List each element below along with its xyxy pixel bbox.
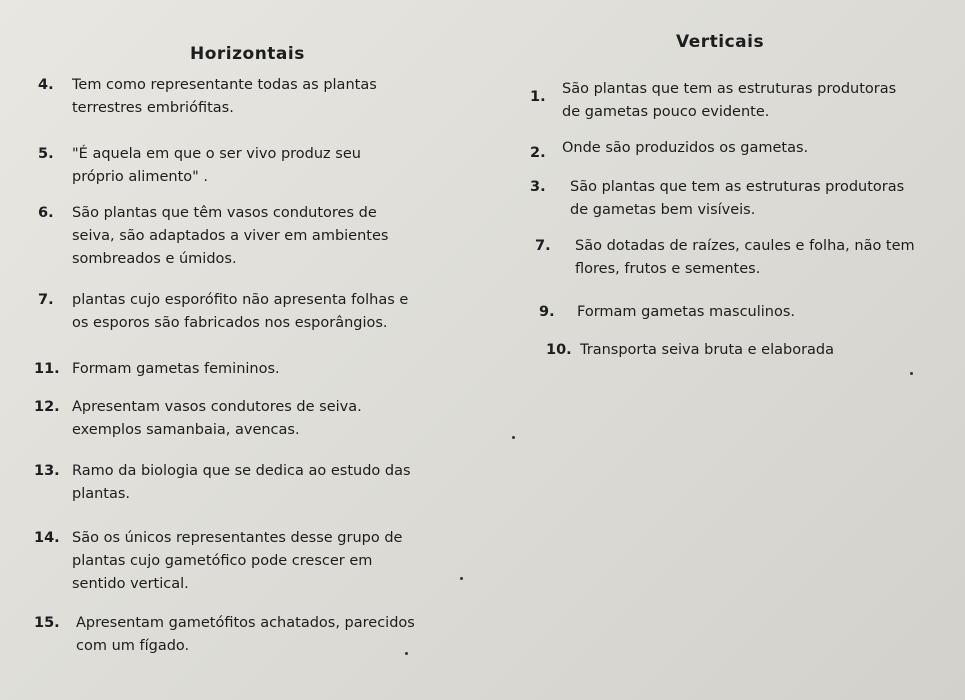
clue-line: São dotadas de raízes, caules e folha, não tem (575, 238, 915, 254)
clue-line: seiva, são adaptados a viver em ambientes (72, 228, 389, 244)
horizontal-clue-11 (34, 358, 280, 381)
clue-line: terrestres embriófitas. (72, 100, 234, 116)
vertical-clue-2 (530, 137, 809, 161)
clue-number: 2. (530, 145, 546, 161)
clue-line: Apresentam gametófitos achatados, parecidos (76, 615, 415, 631)
clue-line: exemplos samanbaia, avencas. (72, 422, 300, 438)
horizontal-clue-7 (38, 289, 409, 335)
clue-line: próprio alimento" . (72, 169, 209, 185)
clue-line: sentido vertical. (72, 576, 189, 592)
paper-speck (405, 652, 408, 655)
clue-line: Apresentam vasos condutores de seiva. (72, 399, 362, 415)
clue-number: 5. (38, 146, 54, 162)
horizontal-clue-6 (38, 202, 389, 271)
clue-line: São plantas que tem as estruturas produtoras (562, 81, 897, 97)
vertical-heading: Verticais (676, 32, 765, 52)
horizontal-clue-13 (34, 460, 411, 506)
paper-speck (460, 577, 463, 580)
clue-line: flores, frutos e sementes. (575, 261, 761, 277)
vertical-clue-10 (546, 339, 835, 362)
clue-number: 9. (539, 304, 555, 320)
clue-line: "É aquela em que o ser vivo produz seu (72, 146, 361, 162)
clue-number: 10. (546, 342, 572, 358)
clue-number: 13. (34, 463, 60, 479)
horizontal-clue-5 (38, 143, 361, 189)
clue-line: de gametas bem visíveis. (570, 202, 756, 218)
clue-line: plantas cujo esporófito não apresenta folhas e (72, 292, 409, 308)
vertical-clue-3 (530, 176, 905, 222)
clue-line: Tem como representante todas as plantas (72, 77, 377, 93)
paper-speck (512, 436, 515, 439)
clue-line: plantas. (72, 486, 131, 502)
horizontal-clue-14 (34, 527, 403, 596)
horizontal-clue-15 (34, 612, 415, 658)
horizontal-clue-12 (34, 396, 362, 442)
clue-number: 3. (530, 179, 546, 195)
clue-number: 7. (535, 238, 551, 254)
vertical-clue-1 (530, 78, 897, 124)
clue-line: Transporta seiva bruta e elaborada (580, 342, 835, 358)
clue-line: com um fígado. (76, 638, 190, 654)
clue-number: 4. (38, 77, 54, 93)
clue-line: Ramo da biologia que se dedica ao estudo das (72, 463, 411, 479)
clue-line: Formam gametas masculinos. (577, 304, 796, 320)
clue-number: 7. (38, 292, 54, 308)
clue-line: plantas cujo gametófico pode crescer em (72, 553, 373, 569)
clue-number: 15. (34, 615, 60, 631)
clue-line: São plantas que tem as estruturas produtoras (570, 179, 905, 195)
paper-speck (910, 372, 913, 375)
clue-line: sombreados e úmidos. (72, 251, 237, 267)
clue-line: os esporos são fabricados nos esporângios. (72, 315, 388, 331)
clue-number: 12. (34, 399, 60, 415)
clue-number: 11. (34, 361, 60, 377)
horizontal-heading: Horizontais (190, 44, 305, 64)
horizontal-clue-4 (38, 74, 377, 120)
vertical-clue-9 (539, 301, 796, 324)
clue-number: 1. (530, 89, 546, 105)
clue-line: Onde são produzidos os gametas. (562, 140, 809, 156)
clue-number: 6. (38, 205, 54, 221)
clue-line: São os únicos representantes desse grupo de (72, 530, 403, 546)
clue-line: Formam gametas femininos. (72, 361, 280, 377)
clue-line: São plantas que têm vasos condutores de (72, 205, 377, 221)
clue-number: 14. (34, 530, 60, 546)
clue-line: de gametas pouco evidente. (562, 104, 770, 120)
vertical-clue-7 (535, 235, 915, 281)
